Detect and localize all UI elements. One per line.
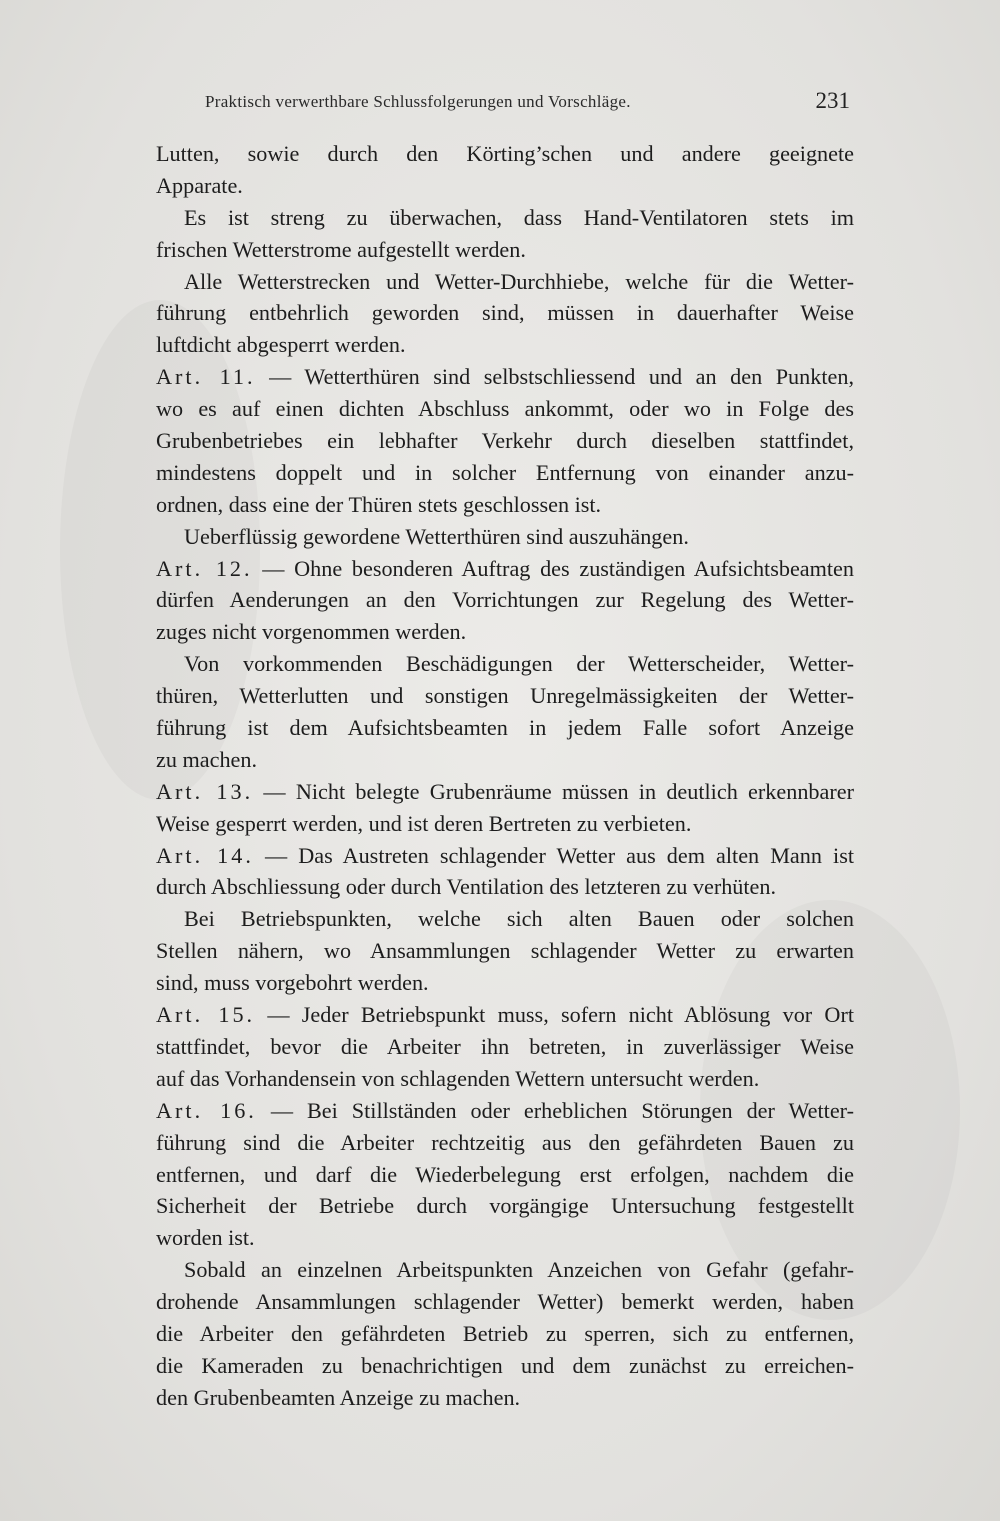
text-line [104, 648, 854, 680]
line-text: Von vorkommenden Beschädigungen der Wetterscheider, Wetter- [184, 651, 854, 677]
line-text: auf das Vorhandensein von schlagenden Wettern untersucht werden. [156, 1065, 760, 1091]
article-line [104, 553, 854, 585]
text-line [104, 808, 854, 840]
text-line [104, 712, 854, 744]
line-text: thüren, Wetterlutten und sonstigen Unregelmässigkeiten der Wetter- [156, 683, 854, 709]
text-line [104, 1254, 854, 1286]
article-label: Art. 11. [156, 364, 256, 390]
line-text: Alle Wetterstrecken und Wetter-Durchhiebe, welche für die Wetter- [184, 268, 854, 294]
text-line [104, 616, 854, 648]
line-text: Es ist streng zu überwachen, dass Hand-Ventilatoren stets im [184, 204, 854, 230]
text-line [104, 489, 854, 521]
line-text: drohende Ansammlungen schlagender Wetter) bemerkt werden, haben [156, 1289, 854, 1315]
text-line [104, 1127, 854, 1159]
line-text: luftdicht abgesperrt werden. [156, 332, 406, 358]
line-text: zuges nicht vorgenommen werden. [156, 619, 467, 645]
text-line [104, 234, 854, 266]
line-text: durch Abschliessung oder durch Ventilation des letzteren zu verhüten. [156, 874, 777, 900]
article-label: Art. 13. [156, 778, 254, 804]
line-text: worden ist. [156, 1225, 255, 1251]
text-line [104, 903, 854, 935]
article-line [104, 1095, 854, 1127]
line-text: Grubenbetriebes ein lebhafter Verkehr durch dieselben stattfindet, [156, 428, 854, 454]
text-line [104, 393, 854, 425]
text-line [104, 521, 854, 553]
text-line [104, 680, 854, 712]
body-text [104, 138, 854, 1414]
text-line [104, 1318, 854, 1350]
text-line [104, 744, 854, 776]
line-text: zu machen. [156, 746, 258, 772]
text-line [104, 584, 854, 616]
text-line [104, 170, 854, 202]
text-line [104, 1222, 854, 1254]
article-line [104, 840, 854, 872]
text-line [104, 871, 854, 903]
line-text: Weise gesperrt werden, und ist deren Bertreten zu verbieten. [156, 810, 692, 836]
line-text: Ueberflüssig gewordene Wetterthüren sind auszuhängen. [184, 523, 689, 549]
article-label: Art. 15. [156, 1002, 256, 1028]
line-text: die Kameraden zu benachrichtigen und dem zunächst zu erreichen- [156, 1352, 854, 1378]
line-text: — Wetterthüren sind selbstschliessend und an den Punkten, [255, 364, 854, 390]
text-line [104, 266, 854, 298]
line-text: — Nicht belegte Grubenräume müssen in deutlich erkennbarer [253, 778, 854, 804]
line-text: führung ist dem Aufsichtsbeamten in jedem Falle sofort Anzeige [156, 715, 854, 741]
article-line [104, 776, 854, 808]
line-text: Sicherheit der Betriebe durch vorgängige Untersuchung festgestellt [156, 1193, 854, 1219]
text-line [104, 457, 854, 489]
line-text: die Arbeiter den gefährdeten Betrieb zu sperren, sich zu entfernen, [156, 1320, 854, 1346]
text-line [104, 138, 854, 170]
text-line [104, 297, 854, 329]
line-text: — Das Austreten schlagender Wetter aus dem alten Mann ist [253, 842, 854, 868]
text-line [104, 1286, 854, 1318]
line-text: — Bei Stillständen oder erheblichen Störungen der Wetter- [256, 1097, 855, 1123]
line-text: Apparate. [156, 172, 243, 198]
line-text: entfernen, und darf die Wiederbelegung erst erfolgen, nachdem die [156, 1161, 854, 1187]
text-line [104, 935, 854, 967]
line-text: Bei Betriebspunkten, welche sich alten Bauen oder solchen [184, 906, 854, 932]
line-text: Stellen nähern, wo Ansammlungen schlagender Wetter zu erwarten [156, 938, 854, 964]
text-line [104, 967, 854, 999]
line-text: mindestens doppelt und in solcher Entfernung von einander anzu- [156, 459, 854, 485]
text-line [104, 329, 854, 361]
line-text: frischen Wetterstrome aufgestellt werden. [156, 236, 526, 262]
text-line [104, 1382, 854, 1414]
line-text: führung sind die Arbeiter rechtzeitig aus den gefährdeten Bauen zu [156, 1129, 854, 1155]
article-line [104, 999, 854, 1031]
line-text: den Grubenbeamten Anzeige zu machen. [156, 1384, 521, 1410]
page-number: 231 [815, 88, 850, 113]
line-text: dürfen Aenderungen an den Vorrichtungen zur Regelung des Wetter- [156, 587, 854, 613]
line-text: stattfindet, bevor die Arbeiter ihn betreten, in zuverlässiger Weise [156, 1033, 854, 1059]
text-line [104, 202, 854, 234]
text-line [104, 1031, 854, 1063]
running-header [205, 88, 850, 118]
line-text: wo es auf einen dichten Abschluss ankommt, oder wo in Folge des [156, 396, 854, 422]
text-line [104, 1190, 854, 1222]
line-text: Sobald an einzelnen Arbeitspunkten Anzeichen von Gefahr (gefahr- [184, 1257, 854, 1283]
text-line [104, 1063, 854, 1095]
article-label: Art. 12. [156, 555, 253, 581]
line-text: ordnen, dass eine der Thüren stets geschlossen ist. [156, 491, 602, 517]
line-text: führung entbehrlich geworden sind, müssen in dauerhafter Weise [156, 300, 854, 326]
line-text: — Ohne besonderen Auftrag des zuständigen Aufsichtsbeamten [252, 555, 854, 581]
text-line [104, 1350, 854, 1382]
line-text: Lutten, sowie durch den Körting’schen und andere geeignete [156, 141, 854, 166]
article-label: Art. 16. [156, 1097, 257, 1123]
text-line [104, 425, 854, 457]
article-line [104, 361, 854, 393]
running-header-title: Praktisch verwerthbare Schlussfolgerungen und Vorschläge. [205, 92, 631, 111]
article-label: Art. 14. [156, 842, 254, 868]
line-text: — Jeder Betriebspunkt muss, sofern nicht Ablösung vor Ort [255, 1002, 854, 1028]
line-text: sind, muss vorgebohrt werden. [156, 970, 429, 996]
text-line [104, 1159, 854, 1191]
